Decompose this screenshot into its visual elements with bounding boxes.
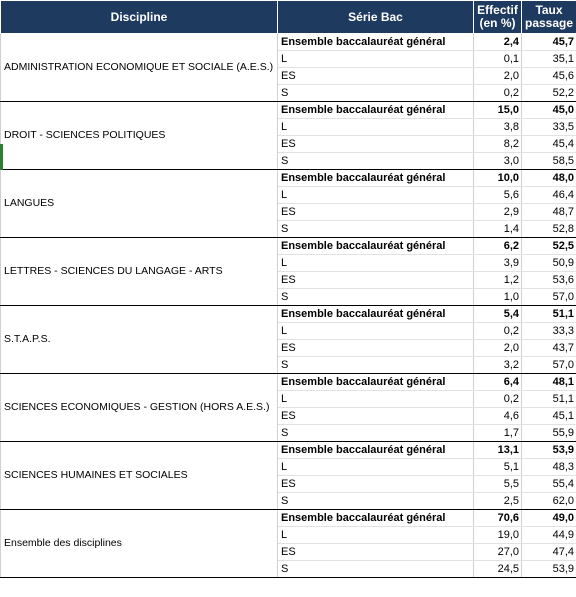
serie-cell[interactable]: Ensemble baccalauréat général bbox=[278, 238, 474, 255]
effectif-cell[interactable]: 3,8 bbox=[474, 119, 522, 136]
effectif-cell[interactable]: 0,1 bbox=[474, 51, 522, 68]
serie-cell[interactable]: Ensemble baccalauréat général bbox=[278, 306, 474, 323]
effectif-cell[interactable]: 3,9 bbox=[474, 255, 522, 272]
serie-cell[interactable]: ES bbox=[278, 408, 474, 425]
effectif-cell[interactable]: 1,0 bbox=[474, 289, 522, 306]
taux-cell[interactable]: 44,9 bbox=[522, 527, 576, 544]
serie-cell[interactable]: S bbox=[278, 289, 474, 306]
serie-cell[interactable]: Ensemble baccalauréat général bbox=[278, 34, 474, 51]
serie-cell[interactable]: ES bbox=[278, 544, 474, 561]
serie-cell[interactable]: S bbox=[278, 153, 474, 170]
effectif-cell[interactable]: 10,0 bbox=[474, 170, 522, 187]
effectif-cell[interactable]: 19,0 bbox=[474, 527, 522, 544]
taux-cell[interactable]: 43,7 bbox=[522, 340, 576, 357]
effectif-cell[interactable]: 1,7 bbox=[474, 425, 522, 442]
discipline-cell[interactable]: LANGUES bbox=[1, 170, 278, 238]
serie-cell[interactable]: ES bbox=[278, 136, 474, 153]
taux-cell[interactable]: 53,9 bbox=[522, 561, 576, 578]
serie-cell[interactable]: S bbox=[278, 425, 474, 442]
serie-cell[interactable]: L bbox=[278, 187, 474, 204]
taux-cell[interactable]: 57,0 bbox=[522, 289, 576, 306]
effectif-cell[interactable]: 0,2 bbox=[474, 85, 522, 102]
effectif-cell[interactable]: 5,6 bbox=[474, 187, 522, 204]
taux-cell[interactable]: 49,0 bbox=[522, 510, 576, 527]
serie-cell[interactable]: ES bbox=[278, 476, 474, 493]
taux-cell[interactable]: 48,1 bbox=[522, 374, 576, 391]
taux-cell[interactable]: 45,1 bbox=[522, 408, 576, 425]
effectif-cell[interactable]: 70,6 bbox=[474, 510, 522, 527]
discipline-cell[interactable]: ADMINISTRATION ECONOMIQUE ET SOCIALE (A.E.S.) bbox=[1, 34, 278, 102]
serie-cell[interactable]: L bbox=[278, 119, 474, 136]
serie-cell[interactable]: Ensemble baccalauréat général bbox=[278, 374, 474, 391]
serie-cell[interactable]: L bbox=[278, 255, 474, 272]
taux-cell[interactable]: 35,1 bbox=[522, 51, 576, 68]
header-effectif-line2: (en %) bbox=[479, 16, 516, 30]
taux-cell[interactable]: 46,4 bbox=[522, 187, 576, 204]
effectif-cell[interactable]: 4,6 bbox=[474, 408, 522, 425]
taux-cell[interactable]: 58,5 bbox=[522, 153, 576, 170]
serie-cell[interactable]: S bbox=[278, 493, 474, 510]
taux-cell[interactable]: 33,5 bbox=[522, 119, 576, 136]
effectif-cell[interactable]: 5,4 bbox=[474, 306, 522, 323]
discipline-cell[interactable]: LETTRES - SCIENCES DU LANGAGE - ARTS bbox=[1, 238, 278, 306]
effectif-cell[interactable]: 3,0 bbox=[474, 153, 522, 170]
taux-cell[interactable]: 55,9 bbox=[522, 425, 576, 442]
serie-cell[interactable]: S bbox=[278, 221, 474, 238]
discipline-cell[interactable]: SCIENCES ECONOMIQUES - GESTION (HORS A.E.S.) bbox=[1, 374, 278, 442]
serie-cell[interactable]: ES bbox=[278, 272, 474, 289]
taux-cell[interactable]: 47,4 bbox=[522, 544, 576, 561]
taux-cell[interactable]: 62,0 bbox=[522, 493, 576, 510]
taux-cell[interactable]: 50,9 bbox=[522, 255, 576, 272]
table-row-total bbox=[1, 442, 576, 459]
header-effectif-line1: Effectif bbox=[477, 3, 518, 17]
table-row-total bbox=[1, 238, 576, 255]
effectif-cell[interactable]: 0,2 bbox=[474, 323, 522, 340]
header-taux-passage[interactable] bbox=[522, 1, 576, 34]
header-taux-line2: passage bbox=[524, 16, 574, 30]
effectif-cell[interactable]: 6,2 bbox=[474, 238, 522, 255]
effectif-cell[interactable]: 24,5 bbox=[474, 561, 522, 578]
effectif-cell[interactable]: 2,9 bbox=[474, 204, 522, 221]
table-row-total bbox=[1, 170, 576, 187]
discipline-cell[interactable]: S.T.A.P.S. bbox=[1, 306, 278, 374]
serie-cell[interactable]: Ensemble baccalauréat général bbox=[278, 102, 474, 119]
serie-cell[interactable]: Ensemble baccalauréat général bbox=[278, 442, 474, 459]
taux-cell[interactable]: 45,4 bbox=[522, 136, 576, 153]
taux-cell[interactable]: 33,3 bbox=[522, 323, 576, 340]
effectif-cell[interactable]: 2,5 bbox=[474, 493, 522, 510]
taux-cell[interactable]: 48,7 bbox=[522, 204, 576, 221]
taux-cell[interactable]: 45,7 bbox=[522, 34, 576, 51]
taux-cell[interactable]: 51,1 bbox=[522, 306, 576, 323]
discipline-cell[interactable]: SCIENCES HUMAINES ET SOCIALES bbox=[1, 442, 278, 510]
taux-cell[interactable]: 52,5 bbox=[522, 238, 576, 255]
effectif-cell[interactable]: 6,4 bbox=[474, 374, 522, 391]
header-row bbox=[1, 1, 576, 34]
effectif-cell[interactable]: 2,4 bbox=[474, 34, 522, 51]
serie-cell[interactable]: Ensemble baccalauréat général bbox=[278, 170, 474, 187]
serie-cell[interactable]: S bbox=[278, 85, 474, 102]
serie-cell[interactable]: ES bbox=[278, 68, 474, 85]
taux-cell[interactable]: 51,1 bbox=[522, 391, 576, 408]
taux-cell[interactable]: 48,3 bbox=[522, 459, 576, 476]
serie-cell[interactable]: L bbox=[278, 51, 474, 68]
discipline-cell[interactable]: Ensemble des disciplines bbox=[1, 510, 278, 578]
table-body bbox=[1, 34, 576, 578]
table-row-total bbox=[1, 34, 576, 51]
effectif-cell[interactable]: 3,2 bbox=[474, 357, 522, 374]
serie-cell[interactable]: Ensemble baccalauréat général bbox=[278, 510, 474, 527]
table-row-total bbox=[1, 510, 576, 527]
taux-cell[interactable]: 53,6 bbox=[522, 272, 576, 289]
effectif-cell[interactable]: 15,0 bbox=[474, 102, 522, 119]
table-row-total bbox=[1, 306, 576, 323]
taux-cell[interactable]: 45,0 bbox=[522, 102, 576, 119]
serie-cell[interactable]: ES bbox=[278, 204, 474, 221]
serie-cell[interactable]: ES bbox=[278, 340, 474, 357]
header-taux-line1: Taux bbox=[535, 3, 563, 17]
effectif-cell[interactable]: 5,5 bbox=[474, 476, 522, 493]
taux-cell[interactable]: 52,8 bbox=[522, 221, 576, 238]
effectif-cell[interactable]: 2,0 bbox=[474, 68, 522, 85]
effectif-cell[interactable]: 1,2 bbox=[474, 272, 522, 289]
serie-cell[interactable]: L bbox=[278, 459, 474, 476]
header-discipline[interactable]: Discipline bbox=[1, 1, 278, 34]
taux-cell[interactable]: 53,9 bbox=[522, 442, 576, 459]
serie-cell[interactable]: L bbox=[278, 391, 474, 408]
serie-cell[interactable]: L bbox=[278, 527, 474, 544]
effectif-cell[interactable]: 2,0 bbox=[474, 340, 522, 357]
taux-cell[interactable]: 57,0 bbox=[522, 357, 576, 374]
taux-cell[interactable]: 55,4 bbox=[522, 476, 576, 493]
effectif-cell[interactable]: 13,1 bbox=[474, 442, 522, 459]
taux-cell[interactable]: 52,2 bbox=[522, 85, 576, 102]
header-serie-bac[interactable]: Série Bac bbox=[278, 1, 474, 34]
effectif-cell[interactable]: 27,0 bbox=[474, 544, 522, 561]
serie-cell[interactable]: S bbox=[278, 357, 474, 374]
effectif-cell[interactable]: 8,2 bbox=[474, 136, 522, 153]
taux-cell[interactable]: 45,6 bbox=[522, 68, 576, 85]
effectif-cell[interactable]: 1,4 bbox=[474, 221, 522, 238]
effectif-cell[interactable]: 5,1 bbox=[474, 459, 522, 476]
selection-marker bbox=[0, 144, 3, 170]
effectif-cell[interactable]: 0,2 bbox=[474, 391, 522, 408]
table-row-total bbox=[1, 374, 576, 391]
discipline-cell[interactable]: DROIT - SCIENCES POLITIQUES bbox=[1, 102, 278, 170]
header-effectif[interactable] bbox=[474, 1, 522, 34]
table-row-total bbox=[1, 102, 576, 119]
taux-cell[interactable]: 48,0 bbox=[522, 170, 576, 187]
serie-cell[interactable]: L bbox=[278, 323, 474, 340]
serie-cell[interactable]: S bbox=[278, 561, 474, 578]
